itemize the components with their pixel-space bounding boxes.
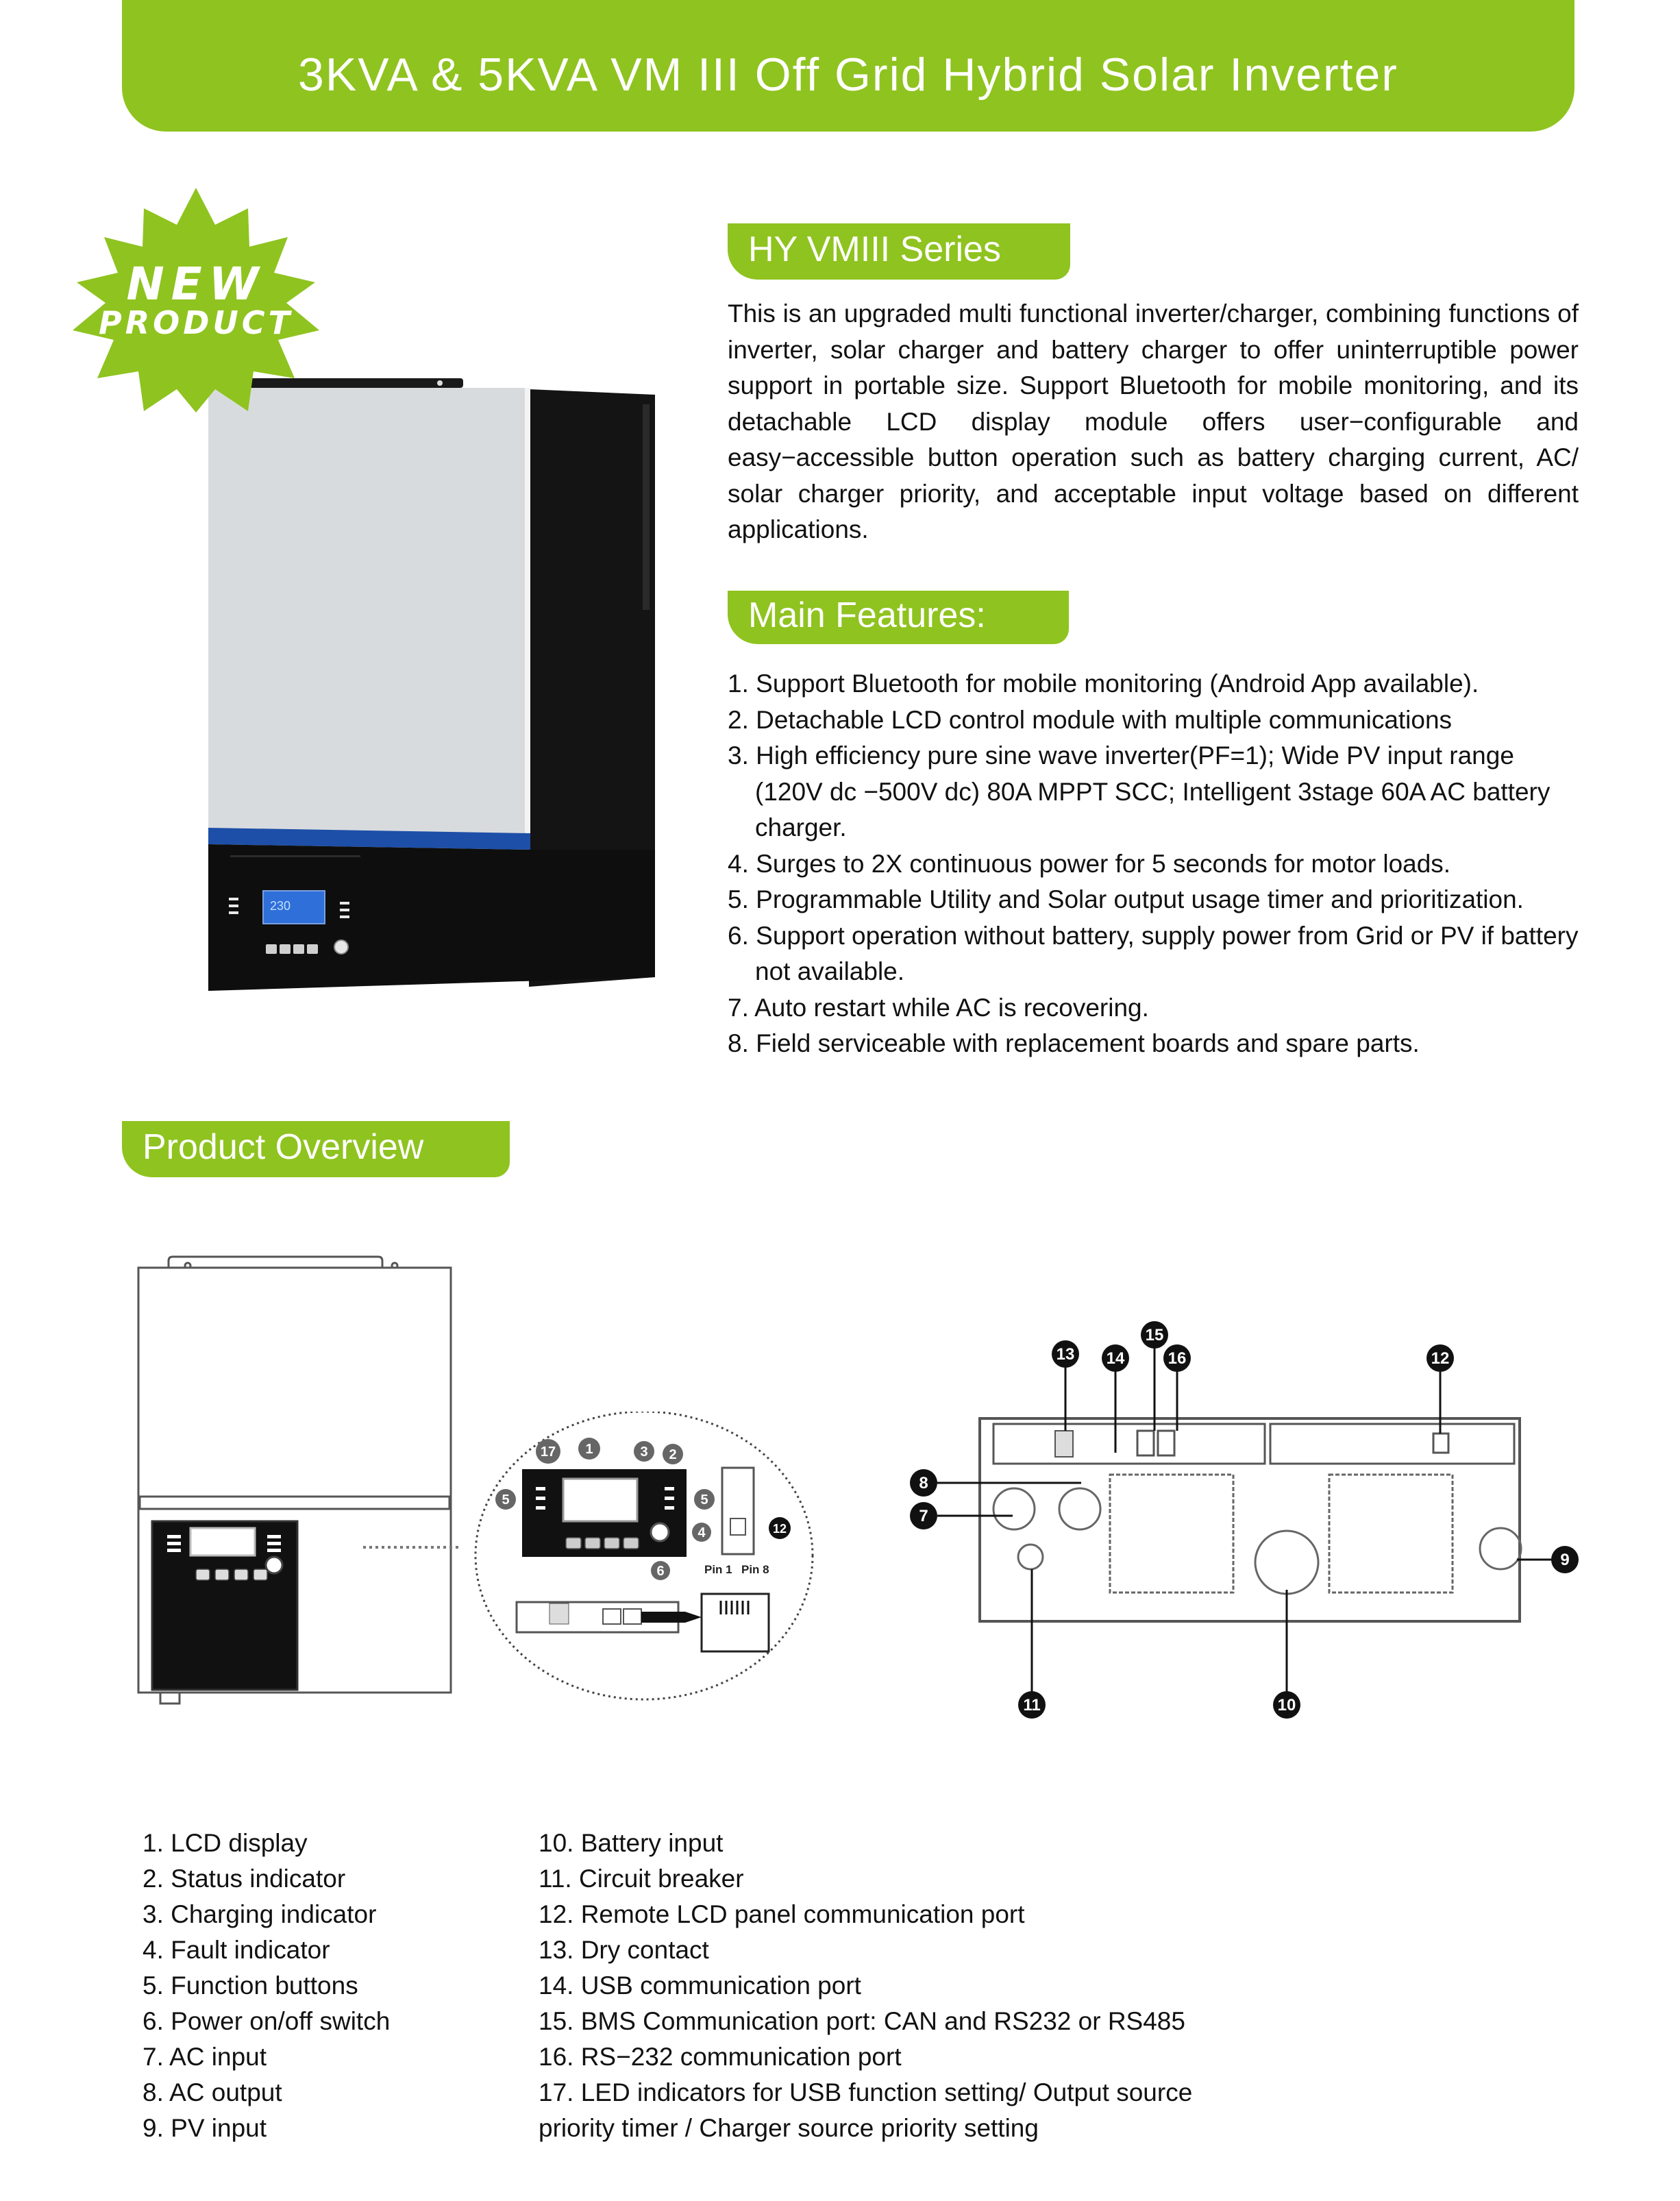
legend-item: 4. Fault indicator xyxy=(143,1936,330,1964)
badge-product-text: PRODUCT xyxy=(99,304,293,341)
feature-item: 7. Auto restart while AC is recovering. xyxy=(728,993,1149,1022)
svg-text:Pin 8: Pin 8 xyxy=(741,1563,769,1576)
feature-item: 2. Detachable LCD control module with multiple communications xyxy=(728,705,1453,734)
series-heading: HY VMIII Series xyxy=(748,230,1001,269)
legend-item: 5. Function buttons xyxy=(143,1971,358,2000)
features-heading: Main Features: xyxy=(748,595,986,635)
product-photo xyxy=(203,370,660,1005)
svg-text:3: 3 xyxy=(640,1444,648,1460)
svg-text:5: 5 xyxy=(700,1492,708,1508)
legend-item: 1. LCD display xyxy=(143,1829,308,1857)
features-list xyxy=(728,666,1584,1062)
svg-text:7: 7 xyxy=(919,1507,928,1525)
legend-item: 17. LED indicators for USB function setting/ Output source xyxy=(539,2078,1193,2106)
svg-text:5: 5 xyxy=(502,1492,510,1508)
legend-item: 13. Dry contact xyxy=(539,1936,709,1964)
legend-item: 8. AC output xyxy=(143,2078,282,2106)
page-title: 3KVA & 5KVA VM III Off Grid Hybrid Solar Inverter xyxy=(298,49,1398,101)
legend-item: priority timer / Charger source priority setting xyxy=(539,2114,1039,2142)
legend-item: 10. Battery input xyxy=(539,1829,724,1857)
legend-item: 12. Remote LCD panel communication port xyxy=(539,1900,1025,1928)
feature-item: 1. Support Bluetooth for mobile monitoring (Android App available). xyxy=(728,669,1479,698)
new-product-badge xyxy=(69,186,323,413)
legend-item: 2. Status indicator xyxy=(143,1865,346,1893)
svg-text:2: 2 xyxy=(669,1447,677,1462)
legend-item: 14. USB communication port xyxy=(539,1971,861,2000)
svg-text:17: 17 xyxy=(540,1444,556,1460)
svg-text:12: 12 xyxy=(772,1522,787,1536)
legend-item: 9. PV input xyxy=(143,2114,267,2142)
svg-text:Pin 1: Pin 1 xyxy=(704,1563,732,1576)
legend-left xyxy=(143,1825,526,2146)
lcd-reading: 230 xyxy=(270,899,291,913)
feature-item: 8. Field serviceable with replacement boards and spare parts. xyxy=(728,1029,1420,1057)
rear-panel-diagram xyxy=(898,1316,1583,1720)
svg-text:13: 13 xyxy=(1056,1345,1075,1364)
legend-item: 7. AC input xyxy=(143,2043,267,2071)
title-banner xyxy=(122,0,1574,132)
feature-item: 3. High efficiency pure sine wave inverter(PF=1); Wide PV input range (120V dc −500V dc) 80A MPPT SCC; Intelligent 3stage 60A AC battery charger. xyxy=(728,741,1551,841)
feature-item: 4. Surges to 2X continuous power for 5 seconds for motor loads. xyxy=(728,849,1451,878)
control-panel-diagram xyxy=(473,1412,815,1706)
svg-text:1: 1 xyxy=(585,1442,593,1457)
inverter-image xyxy=(203,370,660,1005)
features-heading-pill xyxy=(728,591,1069,644)
svg-text:10: 10 xyxy=(1277,1696,1296,1714)
svg-text:9: 9 xyxy=(1560,1551,1570,1569)
badge-new-text: NEW xyxy=(126,258,266,310)
legend-item: 3. Charging indicator xyxy=(143,1900,377,1928)
svg-text:14: 14 xyxy=(1106,1349,1125,1368)
overview-heading-pill xyxy=(122,1121,510,1177)
feature-item: 6. Support operation without battery, supply power from Grid or PV if battery not available. xyxy=(728,921,1579,985)
legend-item: 16. RS−232 communication port xyxy=(539,2043,902,2071)
svg-text:6: 6 xyxy=(656,1564,665,1579)
svg-text:4: 4 xyxy=(697,1525,706,1540)
svg-text:11: 11 xyxy=(1023,1696,1041,1714)
legend-item: 6. Power on/off switch xyxy=(143,2007,391,2035)
svg-text:16: 16 xyxy=(1168,1349,1187,1368)
legend-item: 11. Circuit breaker xyxy=(539,1865,744,1893)
svg-text:12: 12 xyxy=(1431,1349,1450,1368)
series-description: This is an upgraded multi functional inverter/charger, combining functions of inverter, solar charger and battery charger to offer uninterruptible power support in portable size. Support Bluetooth for mobile monitoring, and its detachable LCD display module offers user−configurable and easy−accessible button operation such as battery charging current, AC/ solar charger priority, and acceptable input voltage based on different applications. xyxy=(728,299,1579,543)
legend-right xyxy=(539,1825,1292,2146)
front-view-diagram xyxy=(130,1247,459,1713)
svg-text:15: 15 xyxy=(1145,1326,1164,1344)
series-heading-pill xyxy=(728,223,1070,280)
overview-heading: Product Overview xyxy=(143,1127,424,1167)
legend-item: 15. BMS Communication port: CAN and RS232 or RS485 xyxy=(539,2007,1185,2035)
feature-item: 5. Programmable Utility and Solar output usage timer and prioritization. xyxy=(728,885,1524,913)
svg-text:8: 8 xyxy=(919,1474,928,1492)
